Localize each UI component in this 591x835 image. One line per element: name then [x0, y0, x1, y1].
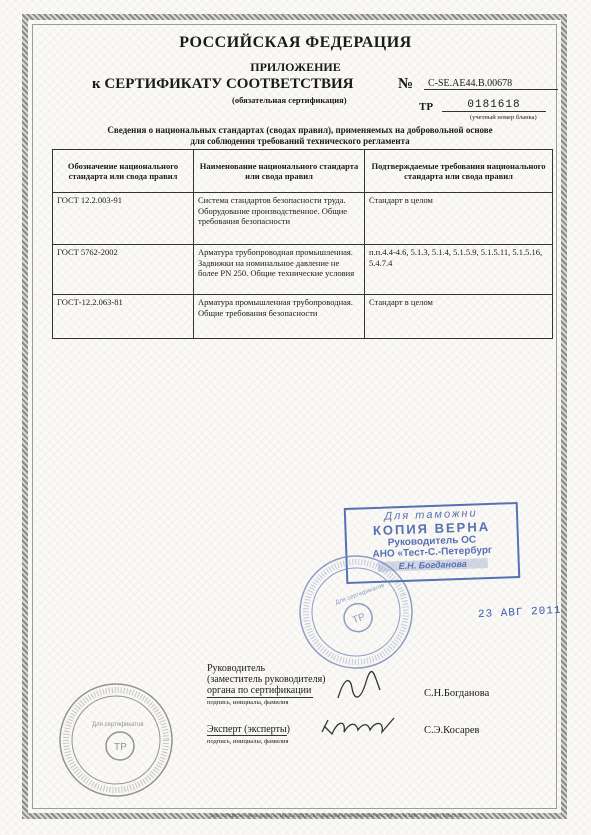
table-row	[53, 245, 553, 295]
expert-name: С.Э.Косарев	[424, 725, 480, 736]
standard-code: ГОСТ 12.2.003-91	[53, 193, 194, 245]
table-row	[53, 295, 553, 339]
tp-label: ТР	[419, 101, 434, 113]
head-signature-caption: подпись, инициалы, фамилия	[207, 699, 289, 706]
stamp-customs-line: Для таможни	[384, 507, 478, 523]
expert-signature	[318, 710, 398, 745]
seal-caption: Для сертификатов	[334, 582, 386, 607]
table-row	[53, 193, 553, 245]
stamp-head-of-body: Руководитель ОС	[387, 534, 477, 549]
standard-requirements: п.п.4.4-4.6, 5.1.3, 5.1.4, 5.1.5.9, 5.1.5.11, 5.1.5.16, 5.4.7.4	[365, 245, 553, 295]
standard-name: Система стандартов безопасности труда. Оборудование производственное. Общие требования безопасности	[194, 193, 365, 245]
round-seal-lower	[56, 680, 176, 800]
seal-logo: ТР	[351, 611, 367, 627]
standard-code: ГОСТ 5762-2002	[53, 245, 194, 295]
head-label	[207, 663, 326, 696]
head-signature-line	[207, 697, 313, 698]
appendix-title: ПРИЛОЖЕНИЕ	[250, 60, 341, 74]
standard-requirements: Стандарт в целом	[365, 193, 553, 245]
expert-label: Эксперт (эксперты)	[207, 724, 290, 735]
round-seal-upper	[296, 552, 416, 672]
certificate-title: к СЕРТИФИКАТУ СООТВЕТСТВИЯ	[92, 76, 354, 92]
expert-signature-caption: подпись, инициалы, фамилия	[207, 738, 289, 745]
standards-info-heading: Сведения о национальных стандартах (сводах правил), применяемых на добровольной основе для соблюдения требований технического регламента	[107, 125, 493, 146]
head-name: С.Н.Богданова	[424, 688, 490, 699]
head-signature	[330, 668, 390, 708]
print-footer: ЗАО «ОПЦИОН», www.opcion.ru, Москва, 2010, «Б», лицензия № 05-05-09/003 ФНС РФ, ТЗ № 1097, тел. (495) 726-47-42	[210, 813, 463, 818]
seal-logo: ТР	[114, 742, 127, 753]
head-label-line3: органа по сертификации	[207, 685, 312, 696]
standard-code: ГОСТ-12.2.063-81	[53, 295, 194, 339]
standard-requirements: Стандарт в целом	[365, 295, 553, 339]
table-header-row	[53, 150, 553, 193]
tp-caption: (учетный номер бланка)	[470, 114, 537, 121]
standards-table	[52, 149, 553, 339]
head-label-line2: (заместитель руководителя)	[207, 674, 326, 685]
expert-signature-line	[207, 735, 287, 736]
mandatory-certification-note: (обязательная сертификация)	[232, 95, 347, 105]
head-label-line1: Руководитель	[207, 663, 266, 674]
stamp-copy-verified: КОПИЯ ВЕРНА	[372, 518, 491, 539]
column-header-name: Наименование национального стандарта или свода правил	[194, 150, 365, 193]
country-title: РОССИЙСКАЯ ФЕДЕРАЦИЯ	[179, 34, 412, 51]
column-header-requirements: Подтверждаемые требования национального стандарта или свода правил	[365, 150, 553, 193]
certificate-number: C-SE.AE44.B.00678	[424, 78, 558, 90]
stamp-signatory: Е.Н. Богданова	[378, 558, 488, 572]
date-stamp: 23 АВГ 2011	[477, 604, 562, 622]
stamp-organization: АНО «Тест-С.-Петербург	[372, 544, 493, 561]
column-header-code: Обозначение национального стандарта или свода правил	[53, 150, 194, 193]
seal-caption: Для сертификатов	[92, 722, 144, 728]
standard-name: Арматура промышленная трубопроводная. Общие требования безопасности	[194, 295, 365, 339]
number-sign: №	[398, 76, 414, 92]
tp-number: 0181618	[442, 99, 546, 112]
standard-name: Арматура трубопроводная промышленная. Задвижки на номинальное давление не более PN 250. Общие технические условия	[194, 245, 365, 295]
